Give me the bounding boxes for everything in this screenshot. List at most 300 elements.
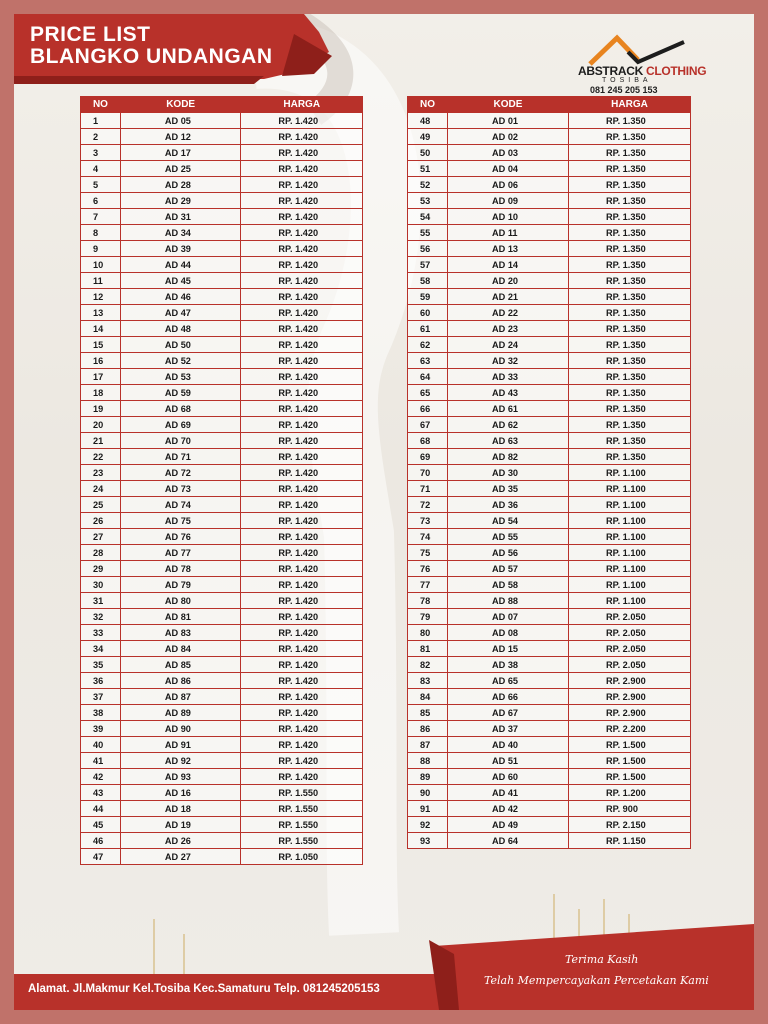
cell-harga: RP. 1.500 bbox=[569, 769, 691, 785]
table-row bbox=[81, 849, 363, 865]
table-row bbox=[408, 449, 691, 465]
cell-kode: AD 66 bbox=[448, 689, 569, 705]
table-row bbox=[408, 625, 691, 641]
cell-harga: RP. 1.350 bbox=[569, 209, 691, 225]
cell-harga: RP. 1.420 bbox=[241, 449, 363, 465]
footer-address: Alamat. Jl.Makmur Kel.Tosiba Kec.Samaturu Telp. 081245205153 bbox=[28, 983, 380, 995]
cell-harga: RP. 1.350 bbox=[569, 145, 691, 161]
table-row bbox=[81, 113, 363, 129]
cell-kode: AD 72 bbox=[120, 465, 241, 481]
cell-harga: RP. 1.420 bbox=[241, 625, 363, 641]
cell-kode: AD 44 bbox=[120, 257, 241, 273]
cell-harga: RP. 2.050 bbox=[569, 625, 691, 641]
cell-harga: RP. 1.420 bbox=[241, 353, 363, 369]
logo-chevron-icon bbox=[572, 34, 692, 66]
cell-kode: AD 62 bbox=[448, 417, 569, 433]
cell-harga: RP. 1.420 bbox=[241, 417, 363, 433]
cell-no: 23 bbox=[81, 465, 121, 481]
cell-no: 69 bbox=[408, 449, 448, 465]
cell-harga: RP. 1.420 bbox=[241, 369, 363, 385]
cell-kode: AD 57 bbox=[448, 561, 569, 577]
cell-harga: RP. 1.100 bbox=[569, 481, 691, 497]
cell-kode: AD 65 bbox=[448, 673, 569, 689]
cell-kode: AD 61 bbox=[448, 401, 569, 417]
cell-harga: RP. 1.350 bbox=[569, 353, 691, 369]
logo-name-part2: CLOTHING bbox=[645, 64, 707, 78]
cell-kode: AD 22 bbox=[448, 305, 569, 321]
footer-banner bbox=[14, 924, 754, 1010]
cell-harga: RP. 1.350 bbox=[569, 257, 691, 273]
cell-kode: AD 86 bbox=[120, 673, 241, 689]
cell-kode: AD 83 bbox=[120, 625, 241, 641]
cell-harga: RP. 1.350 bbox=[569, 337, 691, 353]
table-row bbox=[408, 529, 691, 545]
table-row bbox=[408, 113, 691, 129]
table-row bbox=[408, 193, 691, 209]
cell-no: 32 bbox=[81, 609, 121, 625]
cell-kode: AD 15 bbox=[448, 641, 569, 657]
cell-harga: RP. 2.900 bbox=[569, 673, 691, 689]
table-row bbox=[81, 625, 363, 641]
cell-harga: RP. 1.420 bbox=[241, 705, 363, 721]
cell-kode: AD 90 bbox=[120, 721, 241, 737]
table-row bbox=[81, 385, 363, 401]
cell-no: 46 bbox=[81, 833, 121, 849]
cell-kode: AD 92 bbox=[120, 753, 241, 769]
cell-kode: AD 19 bbox=[120, 817, 241, 833]
cell-kode: AD 45 bbox=[120, 273, 241, 289]
table-row bbox=[81, 241, 363, 257]
table-row bbox=[408, 753, 691, 769]
table-row bbox=[408, 513, 691, 529]
cell-no: 91 bbox=[408, 801, 448, 817]
cell-kode: AD 49 bbox=[448, 817, 569, 833]
cell-kode: AD 77 bbox=[120, 545, 241, 561]
cell-kode: AD 84 bbox=[120, 641, 241, 657]
table-row bbox=[408, 177, 691, 193]
cell-no: 29 bbox=[81, 561, 121, 577]
cell-no: 35 bbox=[81, 657, 121, 673]
table-row bbox=[408, 577, 691, 593]
cell-no: 6 bbox=[81, 193, 121, 209]
cell-harga: RP. 1.420 bbox=[241, 129, 363, 145]
cell-harga: RP. 1.550 bbox=[241, 801, 363, 817]
cell-harga: RP. 1.550 bbox=[241, 833, 363, 849]
logo-name-part1: ABSTRACK bbox=[578, 64, 646, 78]
cell-no: 2 bbox=[81, 129, 121, 145]
table-row bbox=[408, 721, 691, 737]
logo-name bbox=[578, 64, 706, 78]
cell-no: 43 bbox=[81, 785, 121, 801]
cell-no: 52 bbox=[408, 177, 448, 193]
thanks-line-1: Terima Kasih bbox=[565, 953, 639, 966]
cell-kode: AD 16 bbox=[120, 785, 241, 801]
cell-no: 56 bbox=[408, 241, 448, 257]
table-row bbox=[408, 657, 691, 673]
logo-phone: 081 245 205 153 bbox=[590, 85, 658, 95]
cell-no: 83 bbox=[408, 673, 448, 689]
cell-kode: AD 78 bbox=[120, 561, 241, 577]
cell-harga: RP. 1.420 bbox=[241, 593, 363, 609]
table-row bbox=[81, 609, 363, 625]
cell-harga: RP. 1.420 bbox=[241, 673, 363, 689]
cell-harga: RP. 1.420 bbox=[241, 321, 363, 337]
table-row bbox=[81, 817, 363, 833]
table-row bbox=[408, 353, 691, 369]
cell-kode: AD 35 bbox=[448, 481, 569, 497]
cell-kode: AD 56 bbox=[448, 545, 569, 561]
table-row bbox=[408, 705, 691, 721]
cell-no: 19 bbox=[81, 401, 121, 417]
table-row bbox=[81, 145, 363, 161]
table-row bbox=[408, 673, 691, 689]
cell-kode: AD 05 bbox=[120, 113, 241, 129]
table-row bbox=[81, 289, 363, 305]
cell-no: 11 bbox=[81, 273, 121, 289]
cell-kode: AD 74 bbox=[120, 497, 241, 513]
table-row bbox=[408, 481, 691, 497]
cell-no: 3 bbox=[81, 145, 121, 161]
table-row bbox=[81, 497, 363, 513]
cell-no: 87 bbox=[408, 737, 448, 753]
table-row bbox=[408, 321, 691, 337]
table-row bbox=[81, 753, 363, 769]
cell-harga: RP. 1.200 bbox=[569, 785, 691, 801]
cell-no: 24 bbox=[81, 481, 121, 497]
cell-kode: AD 88 bbox=[448, 593, 569, 609]
cell-no: 10 bbox=[81, 257, 121, 273]
cell-no: 53 bbox=[408, 193, 448, 209]
table-row bbox=[81, 545, 363, 561]
cell-harga: RP. 1.050 bbox=[241, 849, 363, 865]
cell-no: 36 bbox=[81, 673, 121, 689]
cell-harga: RP. 1.350 bbox=[569, 193, 691, 209]
cell-harga: RP. 1.350 bbox=[569, 433, 691, 449]
cell-harga: RP. 1.350 bbox=[569, 321, 691, 337]
cell-kode: AD 09 bbox=[448, 193, 569, 209]
cell-harga: RP. 1.550 bbox=[241, 785, 363, 801]
cell-harga: RP. 1.100 bbox=[569, 529, 691, 545]
price-table-right bbox=[407, 96, 691, 849]
table-row bbox=[81, 449, 363, 465]
cell-kode: AD 53 bbox=[120, 369, 241, 385]
table-row bbox=[81, 705, 363, 721]
cell-no: 68 bbox=[408, 433, 448, 449]
cell-harga: RP. 1.420 bbox=[241, 433, 363, 449]
cell-no: 45 bbox=[81, 817, 121, 833]
table-row bbox=[81, 225, 363, 241]
cell-harga: RP. 2.900 bbox=[569, 705, 691, 721]
cell-kode: AD 91 bbox=[120, 737, 241, 753]
cell-harga: RP. 1.420 bbox=[241, 721, 363, 737]
cell-no: 49 bbox=[408, 129, 448, 145]
page-title bbox=[30, 24, 273, 68]
cell-no: 78 bbox=[408, 593, 448, 609]
cell-harga: RP. 1.420 bbox=[241, 609, 363, 625]
table-row bbox=[408, 209, 691, 225]
cell-no: 77 bbox=[408, 577, 448, 593]
cell-harga: RP. 1.420 bbox=[241, 545, 363, 561]
table-row bbox=[81, 801, 363, 817]
cell-harga: RP. 1.350 bbox=[569, 177, 691, 193]
cell-no: 79 bbox=[408, 609, 448, 625]
cell-kode: AD 25 bbox=[120, 161, 241, 177]
cell-harga: RP. 1.420 bbox=[241, 497, 363, 513]
cell-harga: RP. 1.350 bbox=[569, 417, 691, 433]
table-row bbox=[81, 833, 363, 849]
cell-no: 18 bbox=[81, 385, 121, 401]
cell-kode: AD 06 bbox=[448, 177, 569, 193]
table-row bbox=[408, 385, 691, 401]
cell-no: 38 bbox=[81, 705, 121, 721]
cell-no: 59 bbox=[408, 289, 448, 305]
cell-no: 17 bbox=[81, 369, 121, 385]
cell-harga: RP. 1.420 bbox=[241, 689, 363, 705]
cell-no: 26 bbox=[81, 513, 121, 529]
cell-harga: RP. 1.420 bbox=[241, 577, 363, 593]
cell-kode: AD 13 bbox=[448, 241, 569, 257]
cell-harga: RP. 1.100 bbox=[569, 513, 691, 529]
table-row bbox=[81, 209, 363, 225]
cell-kode: AD 82 bbox=[448, 449, 569, 465]
table-row bbox=[408, 465, 691, 481]
cell-no: 60 bbox=[408, 305, 448, 321]
cell-kode: AD 64 bbox=[448, 833, 569, 849]
cell-harga: RP. 1.420 bbox=[241, 225, 363, 241]
cell-no: 82 bbox=[408, 657, 448, 673]
header-kode: KODE bbox=[120, 97, 241, 113]
table-row bbox=[81, 305, 363, 321]
cell-kode: AD 18 bbox=[120, 801, 241, 817]
cell-no: 54 bbox=[408, 209, 448, 225]
cell-no: 27 bbox=[81, 529, 121, 545]
cell-harga: RP. 1.420 bbox=[241, 177, 363, 193]
cell-kode: AD 79 bbox=[120, 577, 241, 593]
cell-no: 90 bbox=[408, 785, 448, 801]
table-row bbox=[408, 433, 691, 449]
cell-no: 33 bbox=[81, 625, 121, 641]
cell-harga: RP. 1.350 bbox=[569, 113, 691, 129]
cell-kode: AD 28 bbox=[120, 177, 241, 193]
table-row bbox=[81, 561, 363, 577]
table-row bbox=[81, 321, 363, 337]
table-row bbox=[81, 785, 363, 801]
cell-kode: AD 01 bbox=[448, 113, 569, 129]
cell-no: 65 bbox=[408, 385, 448, 401]
cell-no: 47 bbox=[81, 849, 121, 865]
cell-no: 63 bbox=[408, 353, 448, 369]
cell-harga: RP. 1.420 bbox=[241, 337, 363, 353]
table-row bbox=[81, 769, 363, 785]
cell-harga: RP. 1.420 bbox=[241, 193, 363, 209]
cell-kode: AD 27 bbox=[120, 849, 241, 865]
table-row bbox=[81, 433, 363, 449]
table-row bbox=[408, 257, 691, 273]
cell-no: 57 bbox=[408, 257, 448, 273]
table-row bbox=[408, 593, 691, 609]
cell-kode: AD 39 bbox=[120, 241, 241, 257]
table-row bbox=[408, 609, 691, 625]
table-row bbox=[81, 417, 363, 433]
cell-no: 30 bbox=[81, 577, 121, 593]
cell-kode: AD 11 bbox=[448, 225, 569, 241]
cell-harga: RP. 1.350 bbox=[569, 273, 691, 289]
cell-kode: AD 93 bbox=[120, 769, 241, 785]
cell-kode: AD 30 bbox=[448, 465, 569, 481]
table-row bbox=[408, 497, 691, 513]
table-row bbox=[408, 417, 691, 433]
cell-no: 62 bbox=[408, 337, 448, 353]
cell-harga: RP. 1.500 bbox=[569, 753, 691, 769]
title-line-2: BLANGKO UNDANGAN bbox=[30, 45, 273, 68]
cell-no: 7 bbox=[81, 209, 121, 225]
cell-kode: AD 17 bbox=[120, 145, 241, 161]
cell-kode: AD 24 bbox=[448, 337, 569, 353]
cell-kode: AD 10 bbox=[448, 209, 569, 225]
table-row bbox=[81, 273, 363, 289]
cell-no: 42 bbox=[81, 769, 121, 785]
cell-no: 73 bbox=[408, 513, 448, 529]
cell-no: 48 bbox=[408, 113, 448, 129]
cell-kode: AD 89 bbox=[120, 705, 241, 721]
cell-no: 5 bbox=[81, 177, 121, 193]
cell-no: 76 bbox=[408, 561, 448, 577]
cell-no: 34 bbox=[81, 641, 121, 657]
cell-kode: AD 43 bbox=[448, 385, 569, 401]
cell-no: 41 bbox=[81, 753, 121, 769]
cell-no: 70 bbox=[408, 465, 448, 481]
table-row bbox=[81, 657, 363, 673]
cell-no: 22 bbox=[81, 449, 121, 465]
cell-kode: AD 60 bbox=[448, 769, 569, 785]
cell-kode: AD 54 bbox=[448, 513, 569, 529]
cell-kode: AD 55 bbox=[448, 529, 569, 545]
cell-no: 88 bbox=[408, 753, 448, 769]
cell-no: 64 bbox=[408, 369, 448, 385]
cell-harga: RP. 1.420 bbox=[241, 769, 363, 785]
cell-no: 81 bbox=[408, 641, 448, 657]
cell-no: 1 bbox=[81, 113, 121, 129]
cell-kode: AD 85 bbox=[120, 657, 241, 673]
cell-kode: AD 42 bbox=[448, 801, 569, 817]
cell-kode: AD 38 bbox=[448, 657, 569, 673]
cell-no: 84 bbox=[408, 689, 448, 705]
table-header-row bbox=[81, 97, 363, 113]
cell-kode: AD 08 bbox=[448, 625, 569, 641]
cell-kode: AD 50 bbox=[120, 337, 241, 353]
cell-harga: RP. 1.420 bbox=[241, 561, 363, 577]
cell-no: 50 bbox=[408, 145, 448, 161]
table-row bbox=[81, 337, 363, 353]
cell-harga: RP. 1.350 bbox=[569, 305, 691, 321]
table-row bbox=[408, 561, 691, 577]
cell-harga: RP. 1.550 bbox=[241, 817, 363, 833]
cell-harga: RP. 2.150 bbox=[569, 817, 691, 833]
cell-harga: RP. 2.200 bbox=[569, 721, 691, 737]
cell-no: 9 bbox=[81, 241, 121, 257]
cell-kode: AD 68 bbox=[120, 401, 241, 417]
cell-harga: RP. 1.350 bbox=[569, 289, 691, 305]
table-header-row bbox=[408, 97, 691, 113]
cell-harga: RP. 1.420 bbox=[241, 753, 363, 769]
cell-kode: AD 02 bbox=[448, 129, 569, 145]
title-line-1: PRICE LIST bbox=[30, 23, 151, 46]
cell-harga: RP. 1.100 bbox=[569, 561, 691, 577]
table-row bbox=[408, 817, 691, 833]
cell-harga: RP. 1.420 bbox=[241, 401, 363, 417]
cell-no: 21 bbox=[81, 433, 121, 449]
table-row bbox=[81, 129, 363, 145]
cell-kode: AD 14 bbox=[448, 257, 569, 273]
table-row bbox=[408, 689, 691, 705]
cell-no: 40 bbox=[81, 737, 121, 753]
cell-kode: AD 03 bbox=[448, 145, 569, 161]
table-row bbox=[408, 785, 691, 801]
cell-harga: RP. 2.050 bbox=[569, 657, 691, 673]
table-row bbox=[408, 273, 691, 289]
cell-kode: AD 40 bbox=[448, 737, 569, 753]
header-harga: HARGA bbox=[241, 97, 363, 113]
table-row bbox=[81, 689, 363, 705]
cell-harga: RP. 1.420 bbox=[241, 305, 363, 321]
table-row bbox=[408, 833, 691, 849]
cell-kode: AD 63 bbox=[448, 433, 569, 449]
cell-harga: RP. 1.100 bbox=[569, 497, 691, 513]
cell-kode: AD 80 bbox=[120, 593, 241, 609]
cell-no: 61 bbox=[408, 321, 448, 337]
header-no: NO bbox=[81, 97, 121, 113]
table-row bbox=[81, 401, 363, 417]
cell-no: 74 bbox=[408, 529, 448, 545]
cell-no: 8 bbox=[81, 225, 121, 241]
cell-kode: AD 47 bbox=[120, 305, 241, 321]
cell-no: 55 bbox=[408, 225, 448, 241]
price-table-left bbox=[80, 96, 363, 865]
cell-kode: AD 12 bbox=[120, 129, 241, 145]
cell-harga: RP. 1.420 bbox=[241, 529, 363, 545]
table-row bbox=[408, 305, 691, 321]
cell-harga: RP. 1.100 bbox=[569, 577, 691, 593]
cell-no: 20 bbox=[81, 417, 121, 433]
table-row bbox=[81, 641, 363, 657]
cell-harga: RP. 1.420 bbox=[241, 241, 363, 257]
cell-kode: AD 29 bbox=[120, 193, 241, 209]
cell-harga: RP. 1.100 bbox=[569, 593, 691, 609]
table-row bbox=[81, 673, 363, 689]
cell-kode: AD 48 bbox=[120, 321, 241, 337]
cell-no: 93 bbox=[408, 833, 448, 849]
cell-no: 80 bbox=[408, 625, 448, 641]
table-row bbox=[408, 129, 691, 145]
table-row bbox=[408, 145, 691, 161]
header-no: NO bbox=[408, 97, 448, 113]
table-row bbox=[81, 721, 363, 737]
cell-kode: AD 46 bbox=[120, 289, 241, 305]
cell-no: 25 bbox=[81, 497, 121, 513]
cell-harga: RP. 1.420 bbox=[241, 273, 363, 289]
cell-kode: AD 04 bbox=[448, 161, 569, 177]
cell-no: 13 bbox=[81, 305, 121, 321]
cell-harga: RP. 1.420 bbox=[241, 145, 363, 161]
header-harga: HARGA bbox=[569, 97, 691, 113]
cell-no: 28 bbox=[81, 545, 121, 561]
cell-harga: RP. 1.420 bbox=[241, 257, 363, 273]
cell-harga: RP. 1.420 bbox=[241, 161, 363, 177]
table-row bbox=[81, 161, 363, 177]
price-list-page bbox=[14, 14, 754, 1010]
cell-kode: AD 34 bbox=[120, 225, 241, 241]
table-row bbox=[81, 737, 363, 753]
